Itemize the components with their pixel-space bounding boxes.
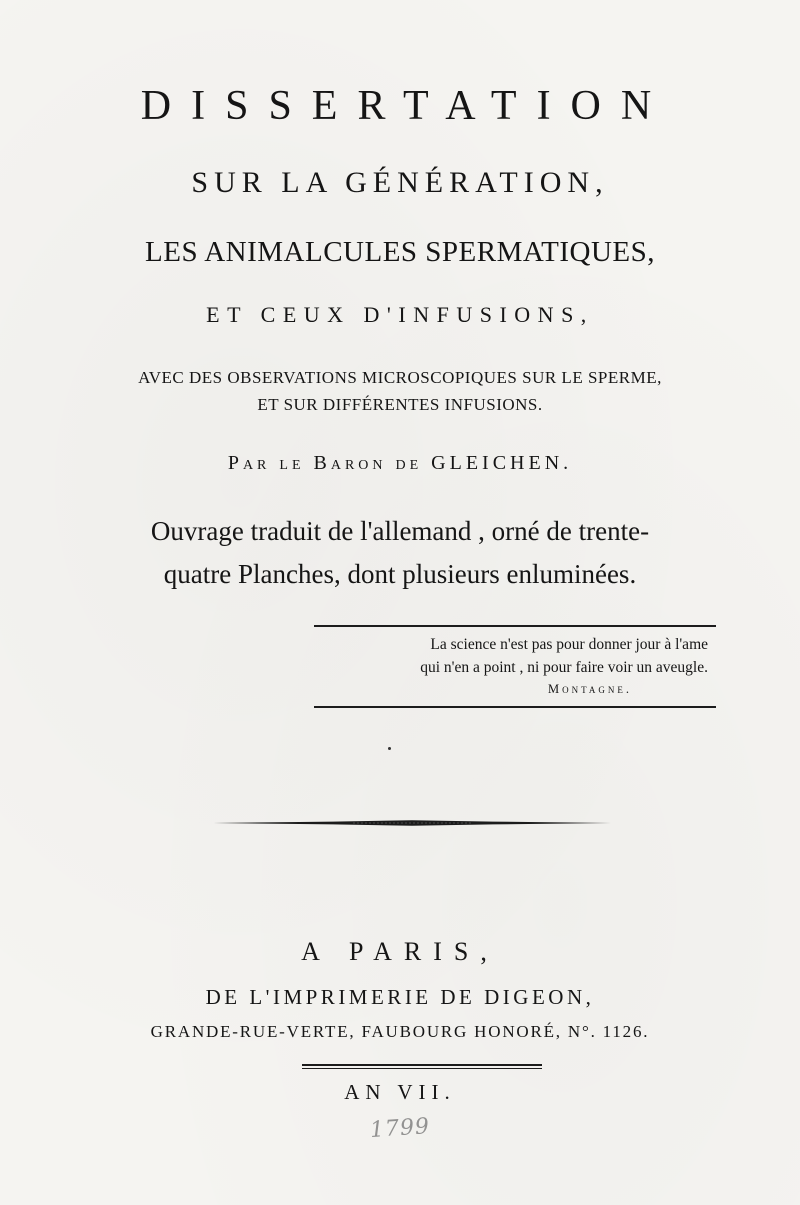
author-line: Par le Baron de GLEICHEN. — [227, 452, 573, 474]
imprint-rule-top — [302, 1064, 542, 1066]
imprint-rule-bottom — [302, 1068, 542, 1069]
epigraph-bottom-rule — [314, 706, 716, 708]
imprint-printer: DE L'IMPRIMERIE DE DIGEON, — [205, 985, 595, 1009]
printer-dot — [388, 747, 391, 750]
epigraph-attribution: Montagne. — [547, 682, 632, 696]
epigraph-line-2: qui n'en a point , ni pour faire voir un aveugle. — [420, 659, 708, 676]
title-line-3: LES ANIMALCULES SPERMATIQUES, — [145, 236, 655, 268]
description-line-1: Ouvrage traduit de l'allemand , orné de trente- — [150, 516, 650, 546]
title-line-5: AVEC DES OBSERVATIONS MICROSCOPIQUES SUR LE SPERME, — [138, 368, 662, 387]
title-main: DISSERTATION — [140, 83, 672, 129]
epigraph-top-rule — [314, 625, 716, 627]
title-line-6: ET SUR DIFFÉRENTES INFUSIONS. — [257, 395, 543, 414]
epigraph-line-1: La science n'est pas pour donner jour à l'ame — [430, 636, 708, 653]
title-line-2: SUR LA GÉNÉRATION, — [191, 166, 609, 199]
title-line-4: ET CEUX D'INFUSIONS, — [206, 302, 594, 327]
imprint-year: AN VII. — [344, 1080, 456, 1104]
imprint-address: GRANDE-RUE-VERTE, FAUBOURG HONORÉ, N°. 1126. — [150, 1022, 650, 1041]
handwritten-year: 1799 — [369, 1113, 431, 1144]
imprint-city: A PARIS, — [301, 937, 499, 966]
ornamental-rule — [213, 818, 611, 828]
description-line-2: quatre Planches, dont plusieurs enluminées. — [163, 559, 637, 589]
